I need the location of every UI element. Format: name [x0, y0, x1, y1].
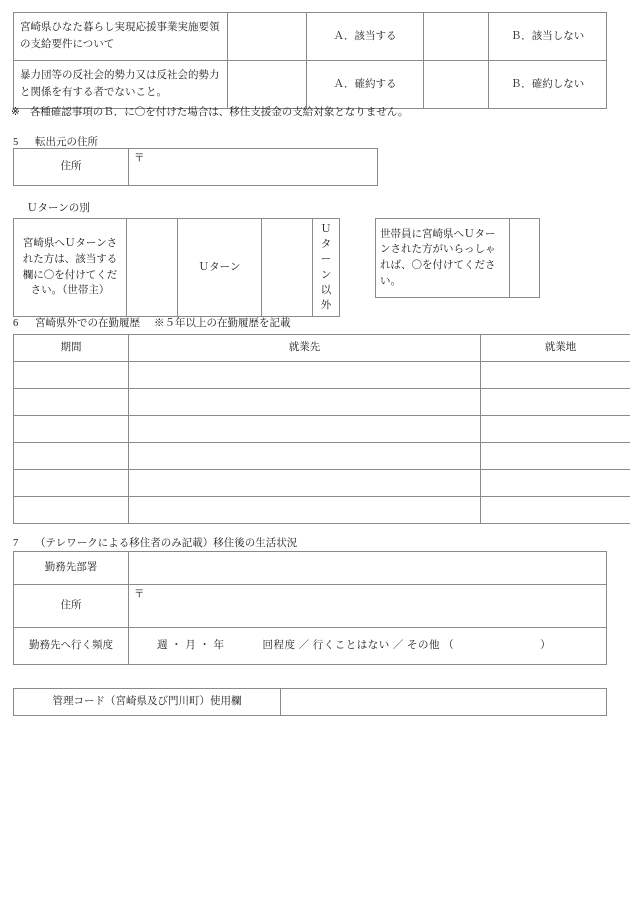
- table-row: [14, 13, 607, 61]
- confirmation-mark-b-2[interactable]: [424, 61, 489, 109]
- telework-address-value[interactable]: [129, 585, 607, 628]
- management-code-table: [13, 688, 607, 716]
- section-7-telework-table: [13, 551, 607, 665]
- uturn-householder-description: 宮崎県へＵターンされた方は、該当する欄に〇を付けてください。（世帯主）: [14, 219, 127, 317]
- confirmation-statement-1: 宮崎県ひなた暮らし実現応援事業実施要領の支給要件について: [14, 13, 228, 61]
- table-row: [14, 497, 630, 524]
- frequency-rest: 回程度 ／ 行くことはない ／ その他 （: [262, 640, 455, 652]
- work-header-employer: 就業先: [129, 335, 481, 362]
- work-cell-location[interactable]: [481, 443, 630, 470]
- uturn-household-member-table: [375, 218, 540, 298]
- confirmation-mark-b-1[interactable]: [424, 13, 489, 61]
- uturn-mark-yes[interactable]: [127, 219, 178, 317]
- confirmation-mark-a-1[interactable]: [228, 13, 307, 61]
- work-cell-employer[interactable]: [129, 389, 481, 416]
- section-5-title: 転出元の住所: [35, 137, 98, 148]
- management-code-label: 管理コード（宮崎県及び門川町）使用欄: [14, 689, 281, 716]
- section-5-address-label: 住所: [14, 149, 129, 186]
- table-row: [14, 362, 630, 389]
- uturn-householder-table: [13, 218, 340, 317]
- section-6-work-history-table: [13, 334, 630, 524]
- work-cell-period[interactable]: [14, 497, 129, 524]
- table-row: [14, 389, 630, 416]
- work-header-period: 期間: [14, 335, 129, 362]
- work-header-location: 就業地: [481, 335, 630, 362]
- table-row: [376, 219, 540, 298]
- confirmation-option-b-2: Ｂ．確約しない: [489, 61, 607, 109]
- work-cell-employer[interactable]: [129, 443, 481, 470]
- telework-address-label: 住所: [14, 585, 129, 628]
- confirmation-option-b-1: Ｂ．該当しない: [489, 13, 607, 61]
- telework-frequency-label: 勤務先へ行く頻度: [14, 628, 129, 665]
- uturn-option-no: Ｕターン以外: [313, 219, 340, 317]
- table-row: [14, 552, 607, 585]
- work-cell-employer[interactable]: [129, 470, 481, 497]
- work-cell-employer[interactable]: [129, 362, 481, 389]
- work-cell-location[interactable]: [481, 362, 630, 389]
- table-row: [14, 443, 630, 470]
- uturn-member-description: 世帯員に宮崎県へＵターンされた方がいらっしゃれば、〇を付けてください。: [376, 219, 510, 298]
- section-5-address-table: [13, 148, 378, 186]
- frequency-close-paren: ）: [540, 640, 552, 652]
- section-6-number: 6: [13, 318, 19, 329]
- confirmation-mark-a-2[interactable]: [228, 61, 307, 109]
- telework-department-value[interactable]: [129, 552, 607, 585]
- note-mark: ※: [11, 107, 20, 118]
- uturn-mark-no[interactable]: [262, 219, 313, 317]
- management-code-value[interactable]: [281, 689, 607, 716]
- table-row: [14, 689, 607, 716]
- confirmation-statement-2: 暴力団等の反社会的勢力又は反社会的勢力と関係を有する者でないこと。: [14, 61, 228, 109]
- section-5-heading: [13, 134, 98, 149]
- uturn-heading: Ｕターンの別: [27, 203, 90, 214]
- postal-mark-icon: 〒: [134, 153, 145, 164]
- uturn-member-mark[interactable]: [510, 219, 540, 298]
- table-row: [14, 585, 607, 628]
- work-cell-period[interactable]: [14, 416, 129, 443]
- confirmation-option-a-2: Ａ．確約する: [307, 61, 424, 109]
- frequency-units: 週 ・ 月 ・ 年: [157, 640, 225, 652]
- confirmation-table: [13, 12, 607, 109]
- telework-frequency-value[interactable]: [129, 628, 607, 665]
- confirmation-note: [11, 104, 408, 119]
- section-5-number: 5: [13, 137, 19, 148]
- note-text: 各種確認事項のＢ．に〇を付けた場合は、移住支援金の支給対象となりません。: [29, 107, 409, 118]
- table-row: [14, 470, 630, 497]
- section-6-title: 宮崎県外での在勤履歴: [35, 318, 140, 329]
- section-7-number: 7: [13, 538, 19, 549]
- confirmation-option-a-1: Ａ．該当する: [307, 13, 424, 61]
- table-row: [14, 219, 340, 317]
- work-cell-location[interactable]: [481, 497, 630, 524]
- work-cell-employer[interactable]: [129, 416, 481, 443]
- work-cell-period[interactable]: [14, 389, 129, 416]
- work-cell-employer[interactable]: [129, 497, 481, 524]
- table-row: [14, 416, 630, 443]
- work-cell-location[interactable]: [481, 416, 630, 443]
- section-6-note: ※５年以上の在勤履歴を記載: [154, 318, 291, 329]
- table-row: [14, 149, 378, 186]
- table-row: [14, 628, 607, 665]
- uturn-option-yes: Ｕターン: [178, 219, 262, 317]
- work-cell-period[interactable]: [14, 470, 129, 497]
- section-7-title: （テレワークによる移住者のみ記載）移住後の生活状況: [35, 538, 298, 549]
- table-header-row: [14, 335, 630, 362]
- section-6-heading: [13, 315, 291, 330]
- section-5-address-value[interactable]: [129, 149, 378, 186]
- section-7-heading: [13, 535, 297, 550]
- work-cell-period[interactable]: [14, 362, 129, 389]
- work-cell-location[interactable]: [481, 389, 630, 416]
- work-cell-location[interactable]: [481, 470, 630, 497]
- postal-mark-icon: 〒: [134, 589, 145, 600]
- work-cell-period[interactable]: [14, 443, 129, 470]
- telework-department-label: 勤務先部署: [14, 552, 129, 585]
- table-row: [14, 61, 607, 109]
